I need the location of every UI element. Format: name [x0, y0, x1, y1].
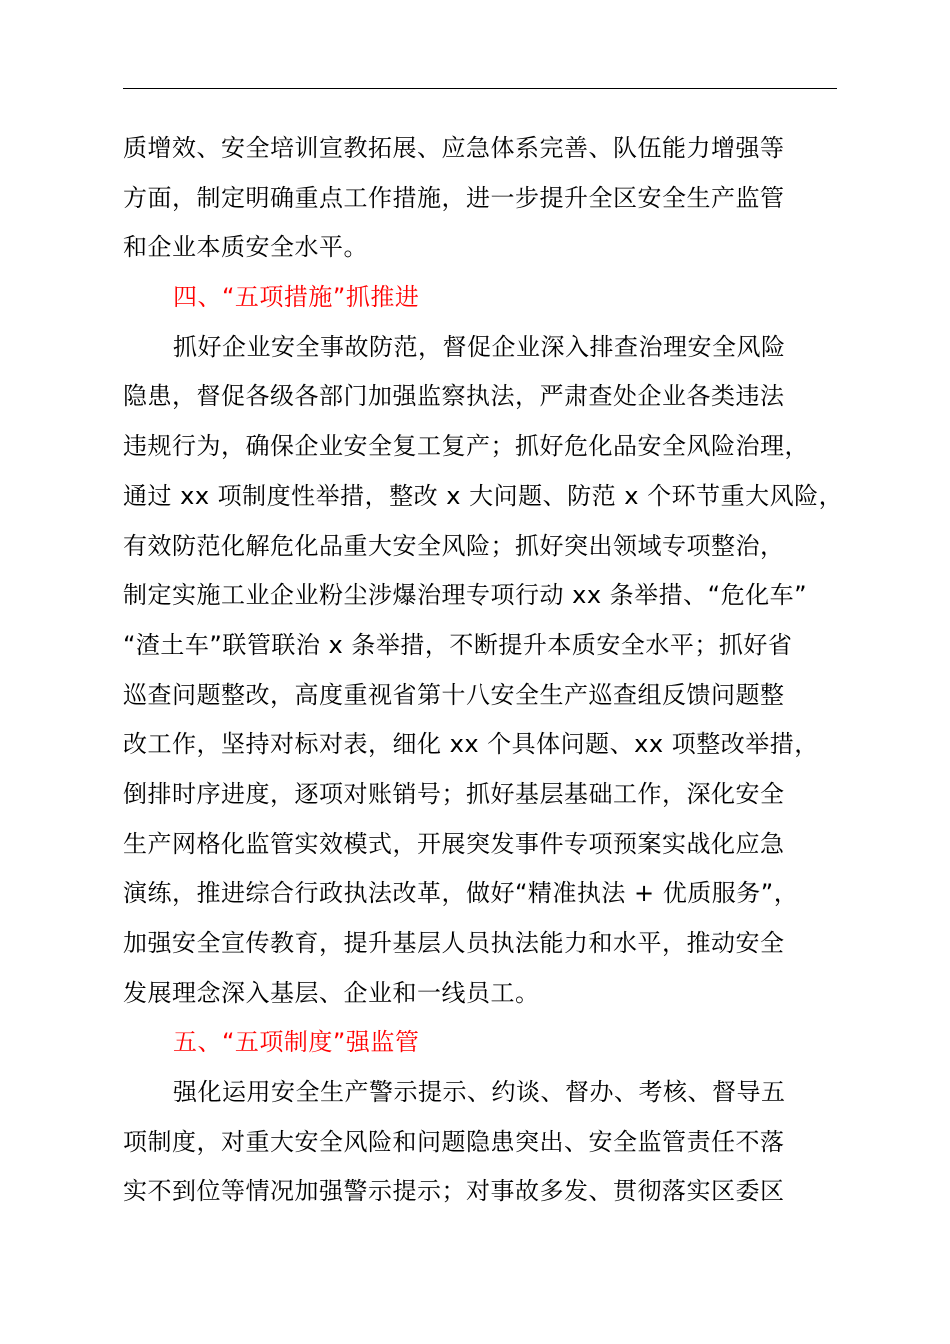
paragraph-line: 改工作，坚持对标对表，细化 xx 个具体问题、xx 项整改举措， — [123, 730, 819, 759]
paragraph-line: 通过 xx 项制度性举措，整改 x 大问题、防范 x 个环节重大风险， — [123, 481, 844, 510]
section-heading — [123, 1018, 853, 1068]
body-paragraph — [123, 323, 853, 1019]
paragraph-line: 生产网格化监管实效模式，开展突发事件专项预案实战化应急 — [123, 829, 785, 858]
paragraph-line: 项制度，对重大安全风险和问题隐患突出、安全监管责任不落 — [123, 1127, 785, 1156]
heading-text: 五、“五项制度”强监管 — [173, 1028, 420, 1057]
paragraph-line: 质增效、安全培训宣教拓展、应急体系完善、队伍能力增强等 — [123, 134, 785, 162]
paragraph-line: 倒排时序进度，逐项对账销号；抓好基层基础工作，深化安全 — [123, 779, 785, 808]
paragraph-line: 演练，推进综合行政执法改革，做好“精准执法 + 优质服务”， — [123, 879, 799, 908]
paragraph-line: 制定实施工业企业粉尘涉爆治理专项行动 xx 条举措、“危化车” — [123, 581, 808, 610]
paragraph-line: 强化运用安全生产警示提示、约谈、督办、考核、督导五 — [173, 1078, 786, 1107]
paragraph-line: 和企业本质安全水平。 — [123, 233, 368, 262]
body-paragraph — [123, 1068, 853, 1217]
section-heading — [123, 273, 853, 323]
paragraph-line: 加强安全宣传教育，提升基层人员执法能力和水平，推动安全 — [123, 929, 785, 957]
paragraph-line: 方面，制定明确重点工作措施，进一步提升全区安全生产监管 — [123, 183, 785, 212]
paragraph-line: 抓好企业安全事故防范，督促企业深入排查治理安全风险 — [173, 332, 786, 361]
paragraph-line: 巡查问题整改，高度重视省第十八安全生产巡查组反馈问题整 — [123, 680, 785, 709]
paragraph-line: 有效防范化解危化品重大安全风险；抓好突出领域专项整治， — [123, 531, 785, 560]
paragraph-line: 违规行为，确保企业安全复工复产；抓好危化品安全风险治理， — [123, 432, 809, 461]
paragraph-line: 隐患，督促各级各部门加强监察执法，严肃查处企业各类违法 — [123, 382, 785, 411]
body-paragraph — [123, 124, 853, 273]
header-rule — [123, 88, 837, 89]
document-body — [123, 124, 853, 1217]
heading-text: 四、“五项措施”抓推进 — [173, 283, 420, 312]
paragraph-line: 发展理念深入基层、企业和一线员工。 — [123, 978, 540, 1007]
paragraph-line: “渣土车”联管联治 x 条举措，不断提升本质安全水平；抓好省 — [123, 630, 793, 659]
paragraph-line: 实不到位等情况加强警示提示；对事故多发、贯彻落实区委区 — [123, 1177, 785, 1206]
